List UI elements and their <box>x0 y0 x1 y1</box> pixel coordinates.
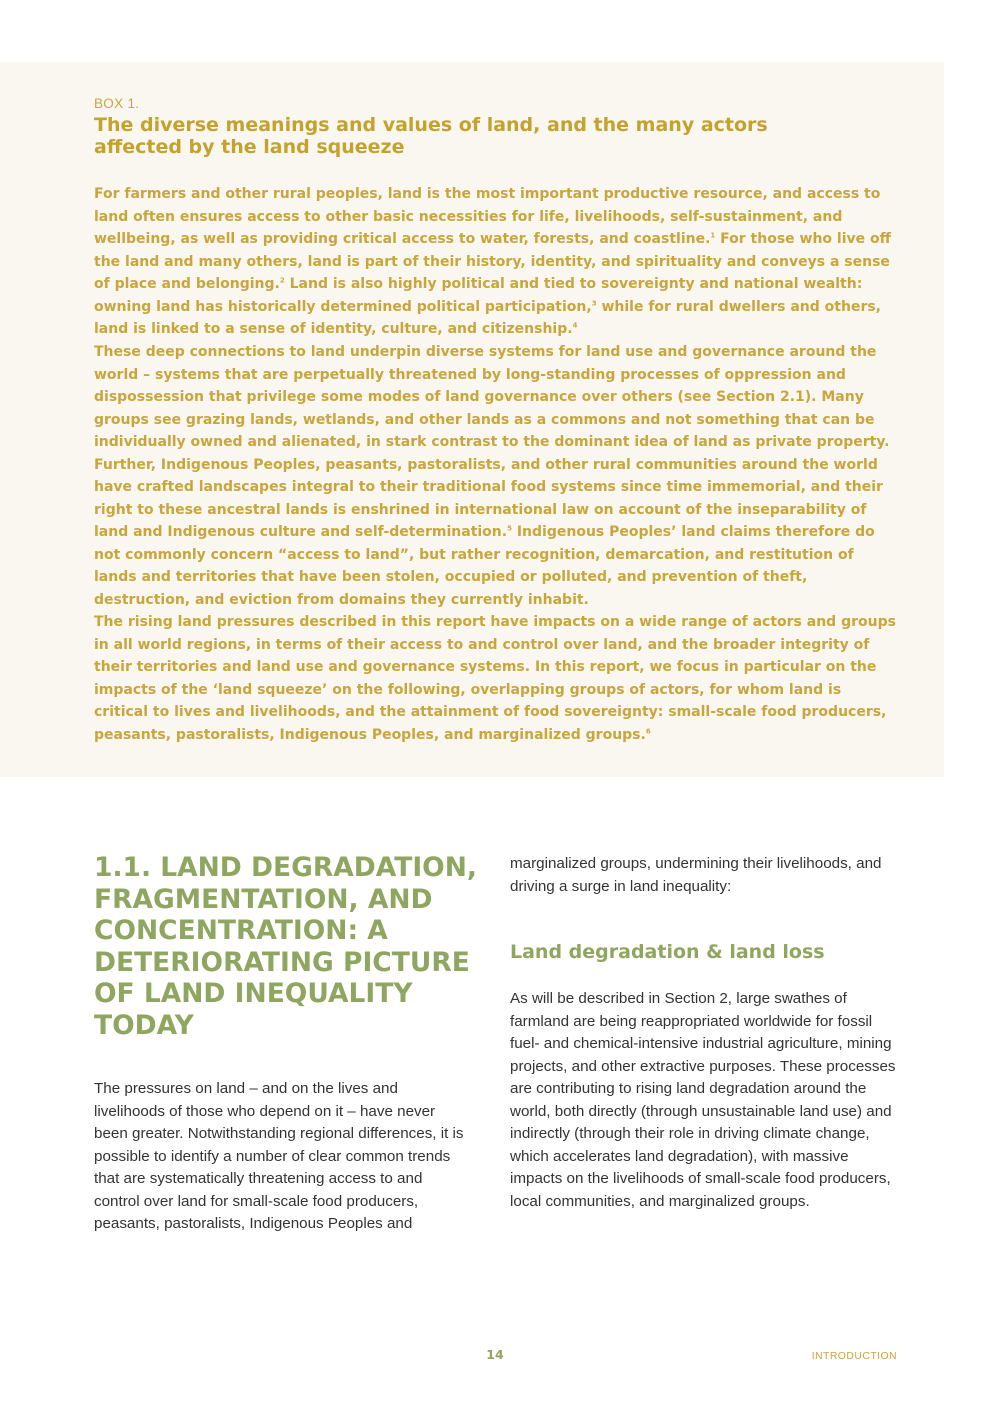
box-label: BOX 1. <box>94 96 140 111</box>
footnote-ref-5[interactable]: 5 <box>507 524 512 533</box>
footnote-ref-1[interactable]: 1 <box>710 231 716 240</box>
section-title: 1.1. LAND DEGRADATION, FRAGMENTATION, AND CONCENTRATION: A DETERIORATING PICTURE OF LAND INEQUALITY TODAY <box>94 852 477 1041</box>
right-body-paragraph: As will be described in Section 2, large swathes of farmland are being reappropriated worldwide for fossil fuel- and chemical-intensive industrial agriculture, mining projects, and other extractive purposes. These processes are contributing to rising land degradation around the world, both directly (through unsustainable land use) and indirectly (through their role in driving climate change, which accelerates land degradation), with massive impacts on the livelihoods of small-scale food producers, local communities, and marginalized groups. <box>510 990 896 1210</box>
running-head: INTRODUCTION <box>811 1350 897 1362</box>
page-number: 14 <box>486 1347 504 1362</box>
left-body-paragraph: The pressures on land – and on the lives and livelihoods of those who depend on it – have never been greater. Notwithstanding regional differences, it is possible to identify a number of clear common trends that are systematically threatening access to and control over land for small-scale food producers, peasants, pastoralists, Indigenous Peoples and <box>94 1080 464 1232</box>
subheading-land-degradation: Land degradation & land loss <box>510 941 825 963</box>
box-paragraph-1: For farmers and other rural peoples, land is the most important productive resource, and access to land often ensures access to other basic necessities for life, livelihoods, self-sustainment, and wellbeing, as well as providing critical access to water, forests, and coastline.$^1$ For those who live off the land and many others, land is part of their history, identity, and spirituality and conveys a sense of place and belonging.$^2$ Land is also highly political and tied to sovereignty and national wealth: owning land has historically determined political participation,$^3$ while for rural dwellers and others, land is linked to a sense of identity, culture, and citizenship.$^4$ <box>94 186 891 337</box>
box-title: The diverse meanings and values of land, and the many actors affected by the land squeeze <box>94 114 768 158</box>
box-paragraph-2: These deep connections to land underpin diverse systems for land use and governance around the world – systems that are perpetually threatened by long-standing processes of oppression and dispossession that privilege some modes of land governance over others (see Section 2.1). Many groups see grazing lands, wetlands, and other lands as a commons and not something that can be individually owned and alienated, in stark contrast to the dominant idea of land as private property. Further, Indigenous Peoples, peasants, pastoralists, and other rural communities around the world have crafted landscapes integral to their traditional food systems since time immemorial, and their right to these ancestral lands is enshrined in international law on account of the inseparability of land and Indigenous culture and self-determination.$^5$ Indigenous Peoples’ land claims therefore do not commonly concern “access to land”, but rather recognition, demarcation, and restitution of lands and territories that have been stolen, occupied or polluted, and prevention of theft, destruction, and eviction from domains they currently inhabit. <box>94 344 890 608</box>
box-paragraph-3: The rising land pressures described in this report have impacts on a wide range of actors and groups in all world regions, in terms of their access to and control over land, and the broader integrity of their territories and land use and governance systems. In this report, we focus in particular on the impacts of the ‘land squeeze’ on the following, overlapping groups of actors, for whom land is critical to lives and livelihoods, and the attainment of food sovereignty: small-scale food producers, peasants, pastoralists, Indigenous Peoples, and marginalized groups.$^6$ <box>94 614 896 743</box>
right-intro-paragraph: marginalized groups, undermining their livelihoods, and driving a surge in land inequality: <box>510 855 882 895</box>
footnote-ref-6[interactable]: 6 <box>645 726 651 735</box>
footnote-ref-4[interactable]: 4 <box>572 321 578 330</box>
footnote-ref-3[interactable]: 3 <box>591 298 597 307</box>
footnote-ref-2[interactable]: 2 <box>279 276 285 285</box>
